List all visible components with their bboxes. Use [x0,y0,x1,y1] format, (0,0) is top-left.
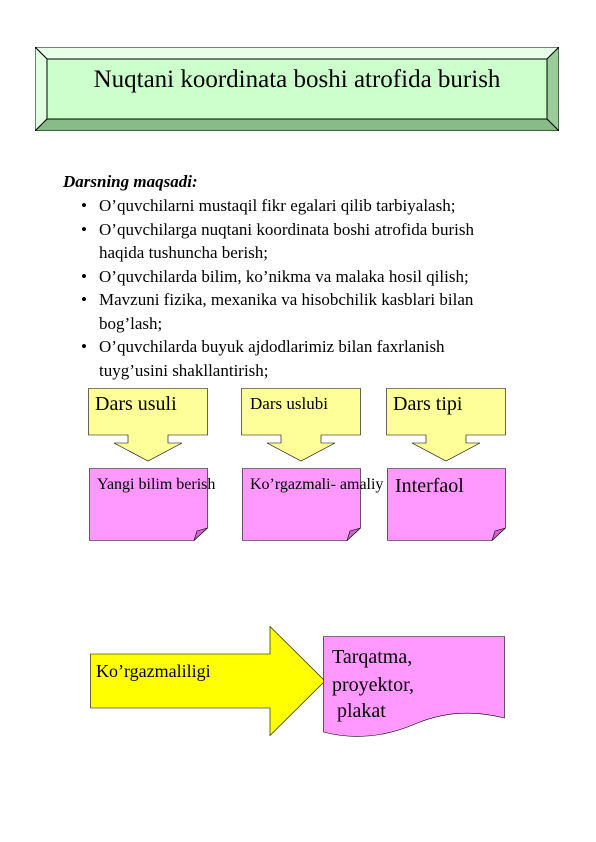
visual-aid-item: proyektor, [332,674,414,696]
goal-line: bog’lash; [99,313,163,333]
method-label: Dars usuli [95,393,177,415]
method-value-note [242,468,384,541]
method-label: Dars uslubi [250,394,328,413]
goals-heading: Darsning maqsadi: [63,172,198,191]
method-callout-tipi [386,388,506,462]
goal-line: O’quvchilarda bilim, ko’nikma va malaka hosil qilish; [99,266,469,286]
method-value: Yangi bilim berish [97,476,216,493]
list-item [75,194,555,218]
list-item [75,288,555,335]
method-value: Interfaol [395,475,464,497]
goal-line: O’quvchilarni mustaqil fikr egalari qilib tarbiyalash; [99,196,456,215]
method-callout-usuli [88,388,208,462]
method-label: Dars tipi [393,393,463,415]
goal-line: O’quvchilarga nuqtani koordinata boshi atrofida burish [99,219,475,239]
method-callout-uslubi [241,388,361,462]
page-title: Nuqtani koordinata boshi atrofida burish [93,66,501,93]
list-item [75,265,555,289]
list-item [75,218,555,265]
list-item [75,335,555,382]
method-value-note [387,468,506,541]
visual-aid-item: plakat [332,700,386,722]
title-box [35,47,559,131]
goal-line: O’quvchilarda buyuk ajdodlarimiz bilan faxrlanish [99,337,445,356]
visual-aid-item: Tarqatma, [332,646,413,668]
visual-aid-document [323,636,505,740]
goal-line: haqida tushuncha berish; [99,243,269,262]
goal-line: tuyg’usini shakllantirish; [99,360,269,380]
goal-line: Mavzuni fizika, mexanika va hisobchilik kasblari bilan [99,290,474,309]
goals-list [75,194,555,382]
method-value-note [89,468,216,541]
visual-aid-arrow [90,626,326,736]
visual-aid-label: Ko’rgazmaliligi [96,661,211,681]
method-value: Ko’rgazmali- amaliy [250,476,384,493]
